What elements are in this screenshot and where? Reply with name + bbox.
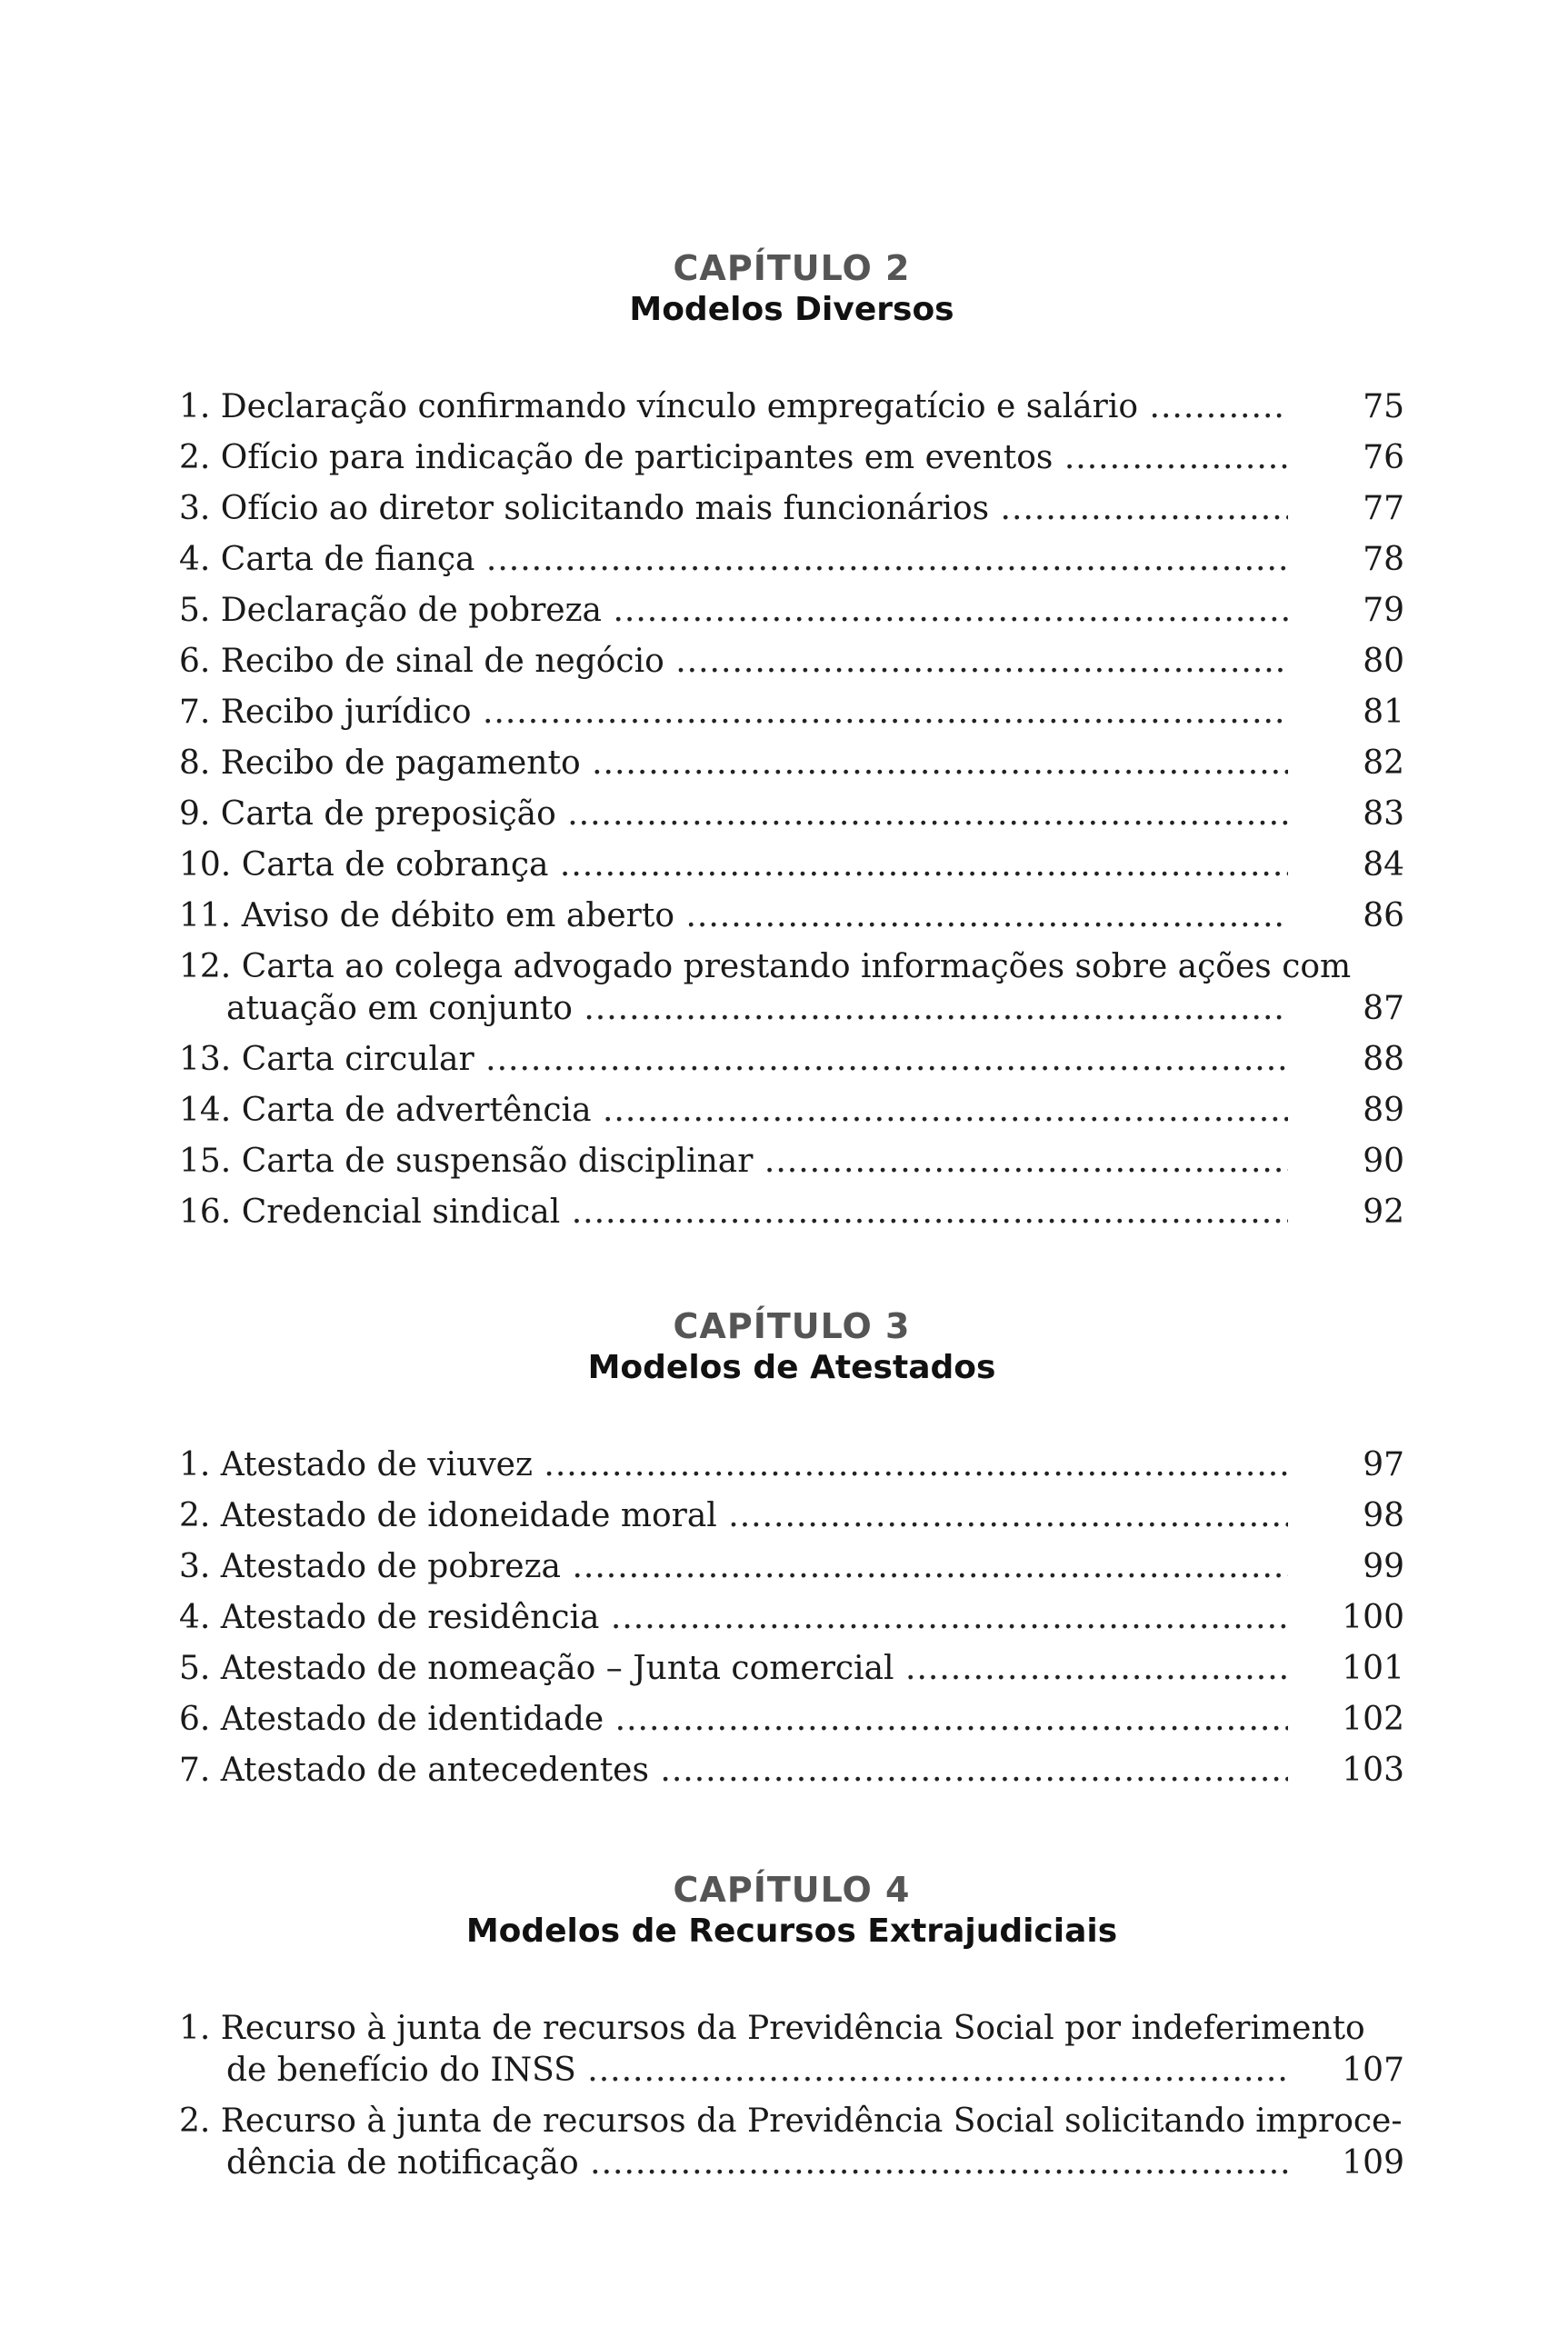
entry-title-continued: dência de notificação .....: [226, 2138, 1288, 2189]
chapter-4-section: [179, 1869, 1404, 2189]
page-number: 100: [1342, 1599, 1404, 1636]
entry-title: 8. Recibo de pagamento .....: [179, 738, 1288, 789]
entry-title-continued: atuação em conjunto .....: [226, 984, 1288, 1034]
toc-entry[interactable]: [179, 636, 1404, 687]
toc-entry[interactable]: [179, 484, 1404, 534]
page-number: 98: [1363, 1497, 1404, 1534]
toc-entry[interactable]: [179, 1694, 1404, 1745]
chapter-3-section: [179, 1305, 1404, 1796]
entry-title: 16. Credencial sindical .....: [179, 1187, 1288, 1238]
entry-title: 7. Atestado de antecedentes .....: [179, 1745, 1288, 1796]
entry-title: 1. Declaração confirmando vínculo empregatício e salário .....: [179, 382, 1288, 433]
page-number: 89: [1363, 1092, 1404, 1129]
entry-title: 2. Ofício para indicação de participantes em eventos .....: [179, 433, 1288, 484]
entry-title: 15. Carta de suspensão disciplinar .....: [179, 1136, 1288, 1187]
toc-entry[interactable]: [179, 2003, 1404, 2096]
entry-title: 12. Carta ao colega advogado prestando informações sobre ações com: [179, 948, 1352, 985]
page-number: 97: [1363, 1446, 1404, 1483]
entry-title: 5. Declaração de pobreza .....: [179, 585, 1288, 636]
toc-entry[interactable]: [179, 687, 1404, 738]
page-number: 88: [1363, 1041, 1404, 1078]
entry-title: 2. Recurso à junta de recursos da Previdência Social solicitando improce-: [179, 2102, 1403, 2140]
toc-entry-list: [179, 2003, 1404, 2189]
page-number: 82: [1363, 744, 1404, 782]
page-number: 84: [1363, 846, 1404, 884]
toc-entry-list: [179, 1440, 1404, 1796]
page-number: 90: [1363, 1143, 1404, 1180]
page-number: 77: [1363, 490, 1404, 527]
entry-title: 1. Atestado de viuvez .....: [179, 1440, 1288, 1491]
page-number: 92: [1363, 1193, 1404, 1231]
toc-entry[interactable]: [179, 585, 1404, 636]
page-number: 109: [1342, 2144, 1404, 2182]
entry-title: 4. Atestado de residência .....: [179, 1593, 1288, 1643]
page-number: 102: [1342, 1701, 1404, 1738]
chapter-2-section: [179, 247, 1404, 1238]
page-number: 81: [1363, 694, 1404, 731]
toc-entry[interactable]: [179, 789, 1404, 840]
toc-entry[interactable]: [179, 1491, 1404, 1542]
page-number: 87: [1363, 990, 1404, 1027]
page-number: 86: [1363, 897, 1404, 934]
toc-entry[interactable]: [179, 1085, 1404, 1136]
entry-title: 7. Recibo jurídico .....: [179, 687, 1288, 738]
toc-entry[interactable]: [179, 1187, 1404, 1238]
entry-title: 9. Carta de preposição .....: [179, 789, 1288, 840]
entry-title: 2. Atestado de idoneidade moral .....: [179, 1491, 1288, 1542]
toc-entry[interactable]: [179, 942, 1404, 1034]
page-number: 99: [1363, 1548, 1404, 1585]
chapter-title: Modelos Diversos: [629, 291, 954, 328]
toc-entry[interactable]: [179, 1440, 1404, 1491]
entry-title: 11. Aviso de débito em aberto .....: [179, 891, 1288, 942]
toc-entry[interactable]: [179, 1542, 1404, 1593]
entry-title: 10. Carta de cobrança .....: [179, 840, 1288, 891]
chapter-label: CAPÍTULO 2: [673, 248, 911, 288]
entry-title: 4. Carta de fiança .....: [179, 534, 1288, 585]
chapter-title: Modelos de Atestados: [587, 1349, 996, 1386]
toc-entry[interactable]: [179, 738, 1404, 789]
page-number: 75: [1363, 388, 1404, 425]
chapter-title: Modelos de Recursos Extrajudiciais: [465, 1913, 1118, 1950]
toc-entry-list: [179, 382, 1404, 1238]
toc-entry[interactable]: [179, 1593, 1404, 1643]
entry-title: 14. Carta de advertência .....: [179, 1085, 1288, 1136]
toc-entry[interactable]: [179, 1034, 1404, 1085]
chapter-label: CAPÍTULO 3: [673, 1306, 911, 1346]
page-number: 76: [1363, 439, 1404, 476]
page-number: 79: [1363, 592, 1404, 629]
entry-title: 6. Recibo de sinal de negócio .....: [179, 636, 1288, 687]
toc-entry[interactable]: [179, 891, 1404, 942]
page-number: 83: [1363, 795, 1404, 833]
page-number: 78: [1363, 541, 1404, 578]
page-number: 107: [1342, 2052, 1404, 2089]
page-number: 103: [1342, 1752, 1404, 1789]
toc-entry[interactable]: [179, 1136, 1404, 1187]
entry-title: 5. Atestado de nomeação – Junta comercial .....: [179, 1643, 1288, 1694]
entry-title: 3. Ofício ao diretor solicitando mais funcionários .....: [179, 484, 1288, 534]
toc-entry[interactable]: [179, 840, 1404, 891]
entry-title: 1. Recurso à junta de recursos da Previdência Social por indeferimento: [179, 2010, 1365, 2047]
toc-entry[interactable]: [179, 534, 1404, 585]
entry-title: 3. Atestado de pobreza .....: [179, 1542, 1288, 1593]
entry-title: 6. Atestado de identidade .....: [179, 1694, 1288, 1745]
toc-entry[interactable]: [179, 1643, 1404, 1694]
page-number: 101: [1342, 1650, 1404, 1687]
entry-title-continued: de benefício do INSS .....: [226, 2045, 1288, 2096]
chapter-label: CAPÍTULO 4: [673, 1870, 911, 1910]
toc-entry[interactable]: [179, 1745, 1404, 1796]
toc-entry[interactable]: [179, 2096, 1404, 2189]
toc-entry[interactable]: [179, 382, 1404, 433]
toc-entry[interactable]: [179, 433, 1404, 484]
page-number: 80: [1363, 643, 1404, 680]
entry-title: 13. Carta circular .....: [179, 1034, 1288, 1085]
